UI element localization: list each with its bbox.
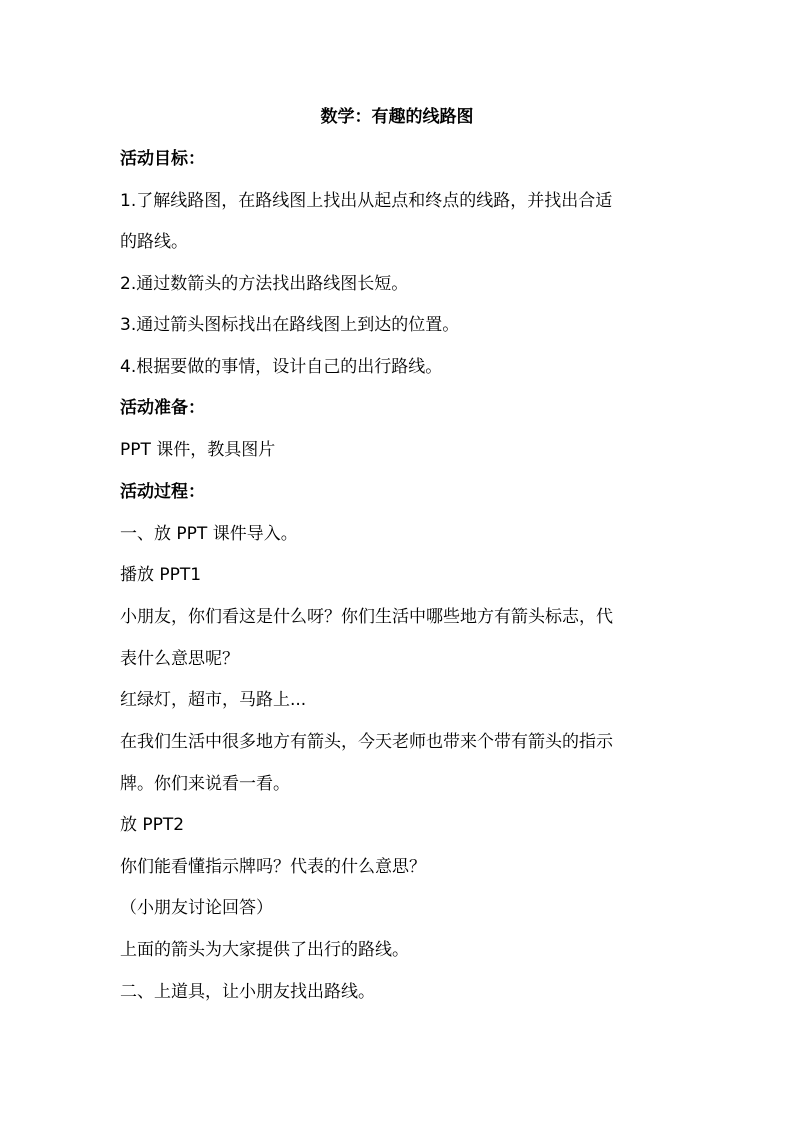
document-title: 数学：有趣的线路图 — [320, 107, 474, 127]
paragraph-line: 表什么意思呢？ — [120, 649, 239, 669]
paragraph-line: 牌。你们来说看一看。 — [120, 774, 290, 794]
paragraph-line: 小朋友，你们看这是什么呀？你们生活中哪些地方有箭头标志，代 — [120, 607, 613, 627]
paragraph-line: PPT 课件，教具图片 — [120, 440, 276, 460]
paragraph-line: 播放 PPT1 — [120, 565, 202, 585]
paragraph-line: 你们能看懂指示牌吗？代表的什么意思？ — [120, 857, 426, 877]
paragraph-line: 一、放 PPT 课件导入。 — [120, 524, 298, 544]
section-heading-preparation: 活动准备： — [120, 398, 205, 418]
paragraph-line: 的路线。 — [120, 232, 188, 252]
section-heading-goals: 活动目标： — [120, 149, 205, 169]
paragraph-line: 2.通过数箭头的方法找出路线图长短。 — [120, 274, 409, 294]
section-heading-process: 活动过程： — [120, 482, 205, 502]
paragraph-line: 在我们生活中很多地方有箭头，今天老师也带来个带有箭头的指示 — [120, 732, 613, 752]
paragraph-line: 3.通过箭头图标找出在路线图上到达的位置。 — [120, 315, 460, 335]
paragraph-line: 红绿灯，超市，马路上... — [120, 690, 307, 710]
paragraph-line: 二、上道具，让小朋友找出路线。 — [120, 982, 375, 1002]
paragraph-line: （小朋友讨论回答） — [120, 898, 273, 918]
paragraph-line: 4.根据要做的事情，设计自己的出行路线。 — [120, 357, 443, 377]
paragraph-line: 放 PPT2 — [120, 815, 185, 835]
paragraph-line: 1.了解线路图，在路线图上找出从起点和终点的线路，并找出合适 — [120, 191, 613, 211]
paragraph-line: 上面的箭头为大家提供了出行的路线。 — [120, 940, 409, 960]
